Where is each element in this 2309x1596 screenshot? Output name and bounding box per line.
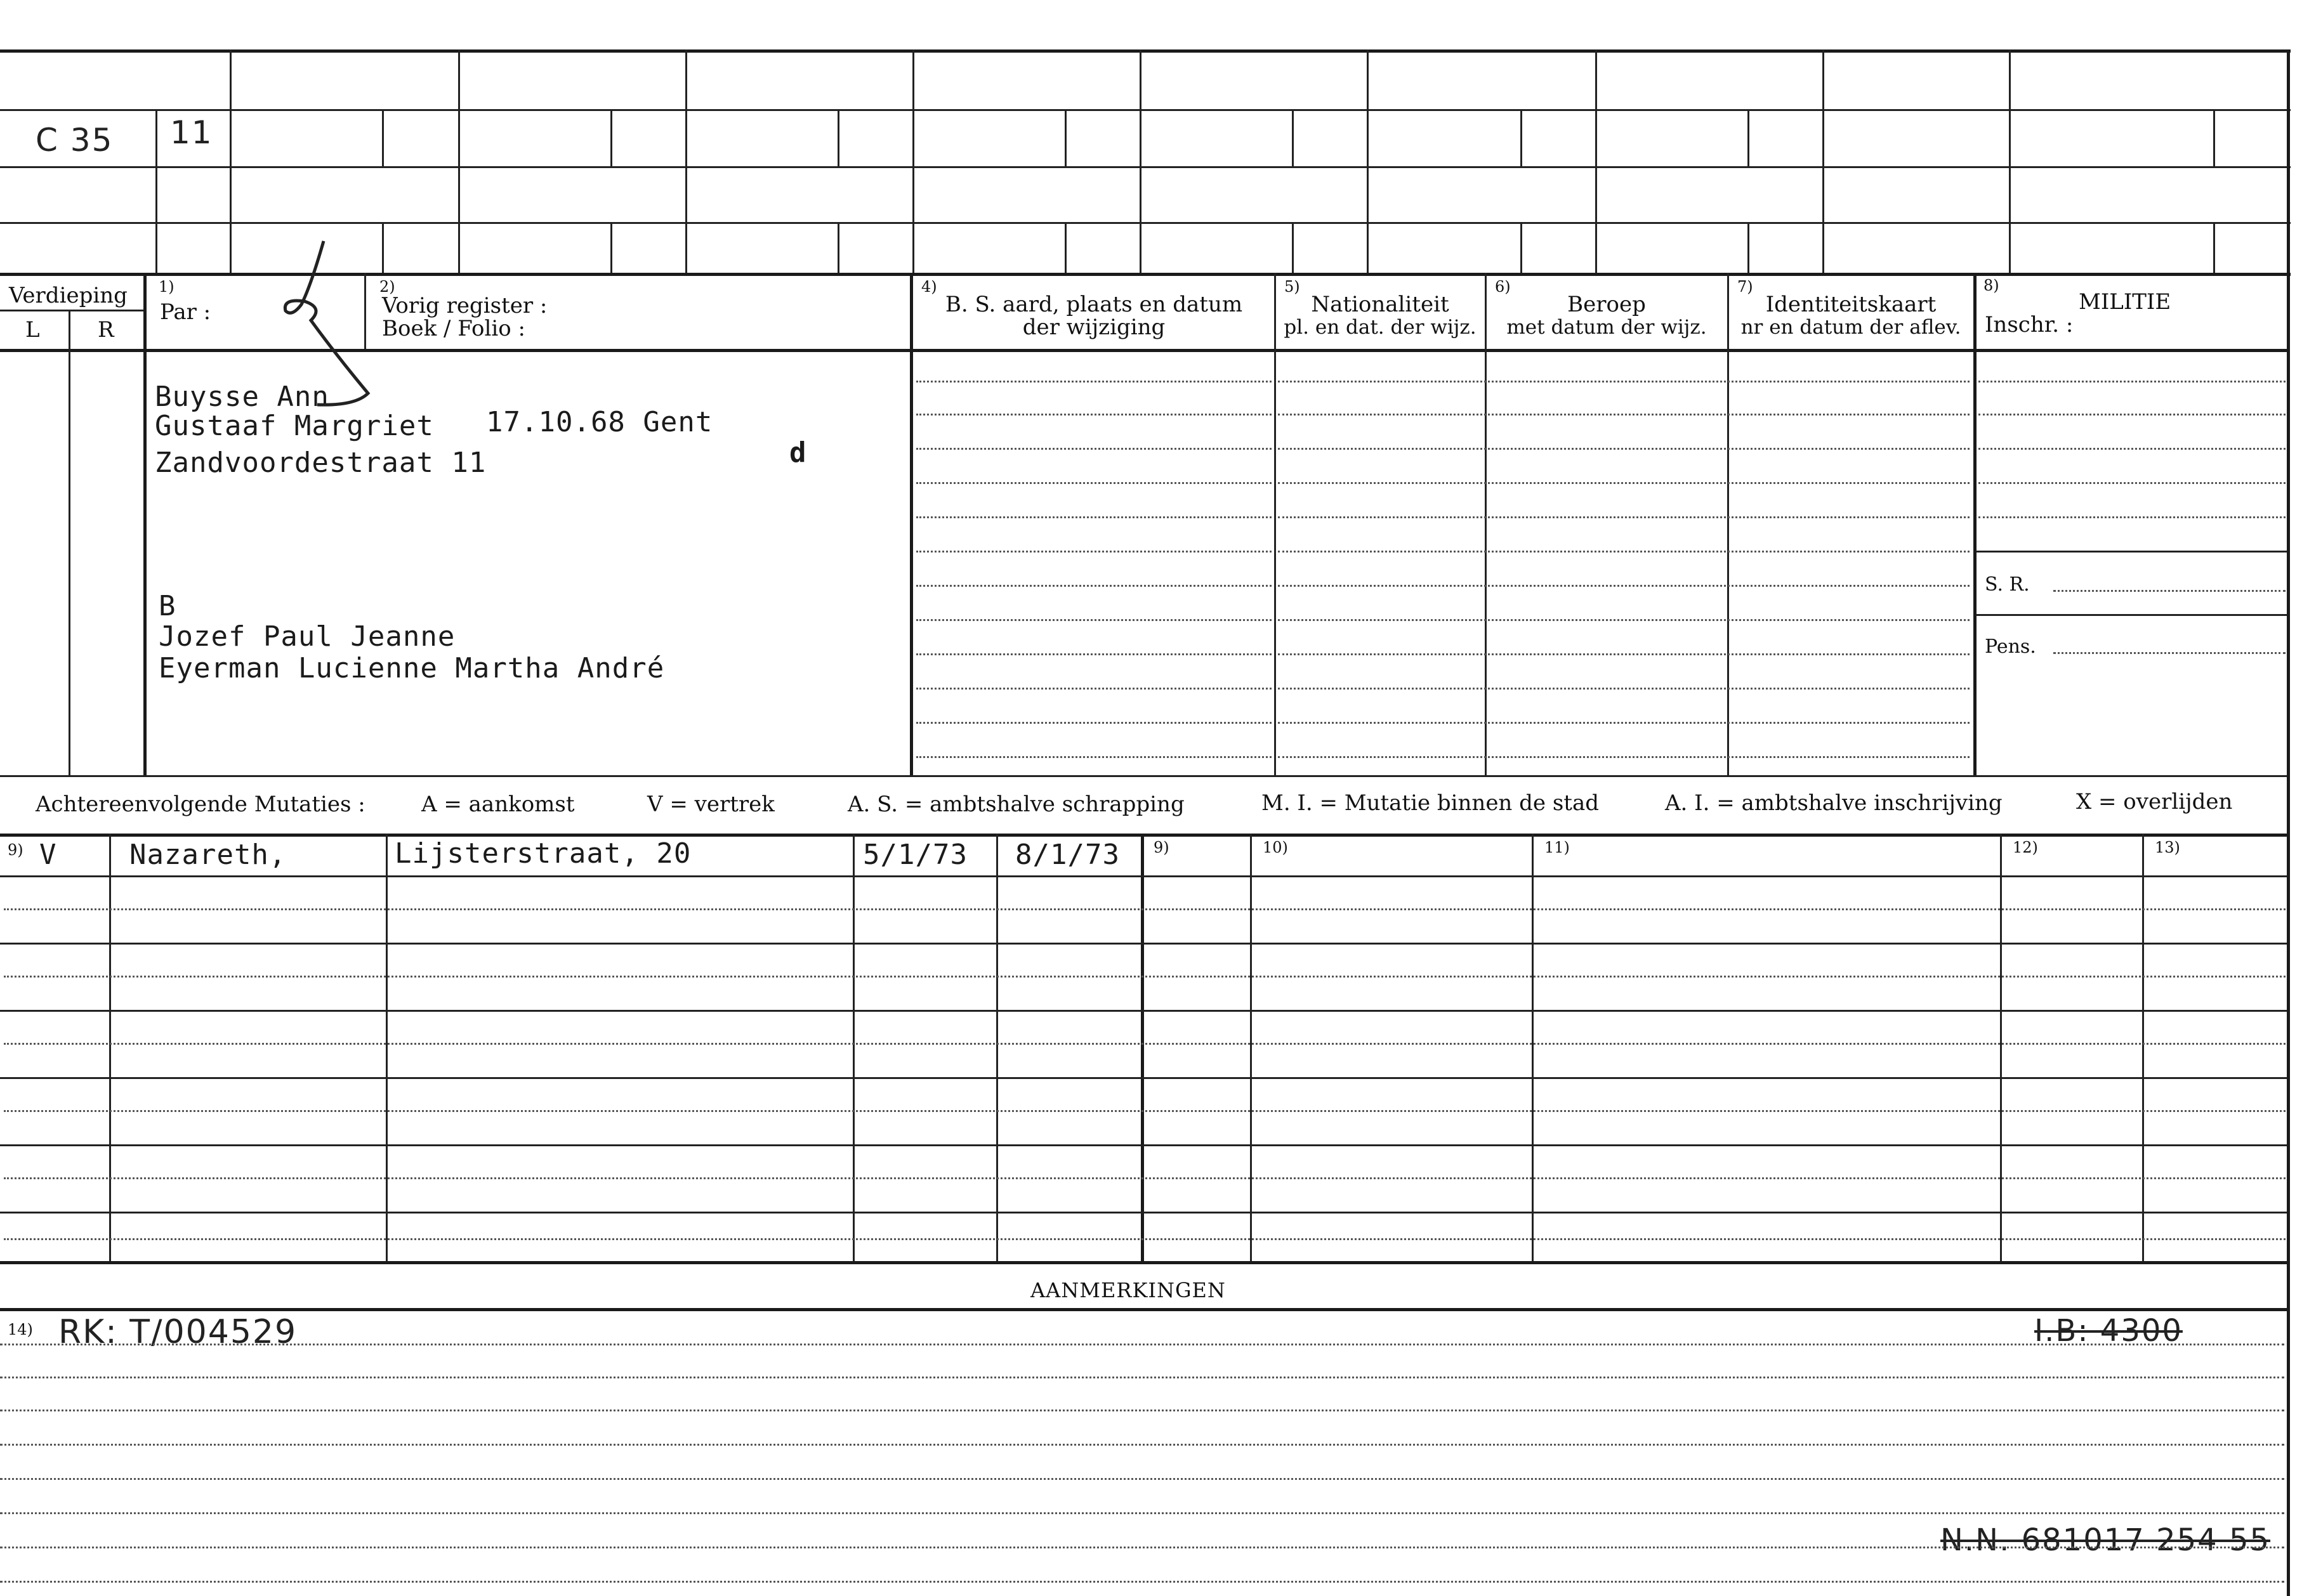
dotted-line — [1278, 585, 1970, 587]
legend-x: X = overlijden — [2076, 789, 2233, 814]
dotted-line — [1278, 619, 1970, 621]
col-divider — [143, 273, 147, 776]
grid-col — [458, 49, 460, 273]
mutation-bottom-line — [0, 1261, 2287, 1264]
field-number: 7) — [1737, 278, 1753, 296]
person-name: Buysse Ann — [155, 381, 329, 413]
field-number: 13) — [2155, 839, 2180, 856]
pens-label: Pens. — [1985, 636, 2036, 658]
mutation-date-2: 8/1/73 — [1015, 839, 1120, 871]
grid-col — [382, 109, 384, 166]
grid-col — [1747, 222, 1749, 273]
vorig-register-label: Vorig register : — [382, 293, 548, 318]
grid-col — [1595, 49, 1597, 273]
col-l-label: L — [25, 317, 40, 343]
mut-row-line — [0, 1010, 2287, 1012]
mut-row-line — [0, 1212, 2287, 1213]
nationaliteit-label-2: pl. en dat. der wijz. — [1284, 316, 1477, 339]
col-r-label: R — [98, 317, 114, 343]
dotted-line — [1278, 448, 1970, 450]
remarks-line — [0, 1444, 2284, 1446]
grid-line — [0, 109, 2291, 111]
col-divider — [910, 273, 913, 776]
identiteitskaart-label: Identiteitskaart — [1765, 292, 1937, 317]
dotted-line — [916, 551, 1272, 553]
militie-inschr-label: Inschr. : — [1985, 312, 2074, 337]
remarks-line — [0, 1547, 2284, 1548]
right-border — [2287, 49, 2290, 1596]
grid-col — [2213, 222, 2215, 273]
mut-row-line — [0, 1077, 2287, 1079]
dotted-line — [916, 414, 1272, 415]
remarks-line — [0, 1512, 2284, 1514]
mut-col — [109, 834, 111, 1261]
col-divider — [1973, 273, 1977, 776]
dotted-line — [916, 619, 1272, 621]
bs-label-2: der wijziging — [1022, 315, 1166, 340]
verdieping-label: Verdieping — [9, 283, 128, 308]
bs-label: B. S. aard, plaats en datum — [945, 292, 1243, 317]
field-number: 10) — [1263, 839, 1288, 856]
mutation-street: Lijsterstraat, 20 — [395, 837, 692, 870]
field-number: 11) — [1544, 839, 1570, 856]
card-code: C 35 — [36, 122, 114, 159]
field-number: 1) — [159, 278, 174, 296]
verdieping-split — [0, 310, 145, 311]
dotted-line — [916, 482, 1272, 484]
grid-col — [1822, 49, 1824, 273]
dotted-line — [916, 448, 1272, 450]
mut-row-line — [4, 908, 2286, 910]
dotted-line — [916, 653, 1272, 655]
dotted-line — [1978, 516, 2286, 518]
dotted-line — [1278, 756, 1970, 758]
militie-title: MILITIE — [2079, 289, 2171, 315]
grid-col — [1520, 109, 1522, 166]
grid-col — [610, 222, 612, 273]
mut-row-line — [4, 1238, 2286, 1240]
dotted-line — [1978, 448, 2286, 450]
legend-top-line — [0, 775, 2287, 777]
ib-number: I.B: 4300 — [2034, 1313, 2183, 1349]
grid-col — [912, 49, 914, 273]
legend-ai: A. I. = ambtshalve inschrijving — [1665, 790, 2003, 816]
dotted-line — [916, 381, 1272, 383]
mut-col — [1532, 834, 1534, 1261]
grid-col — [230, 49, 232, 273]
mut-col — [2142, 834, 2144, 1261]
grid-line — [0, 222, 2291, 224]
militie-split — [1976, 551, 2287, 553]
field-number: 9) — [1154, 839, 1169, 856]
field-number: 5) — [1284, 278, 1300, 296]
mutation-type: V — [39, 839, 57, 871]
dotted-line — [1978, 482, 2286, 484]
grid-col — [1367, 49, 1369, 273]
mut-col — [386, 834, 388, 1261]
dotted-line — [916, 756, 1272, 758]
field-number: 12) — [2013, 839, 2038, 856]
mut-row-line — [4, 1110, 2286, 1112]
father-names: Jozef Paul Jeanne — [159, 620, 456, 653]
grid-col — [1065, 109, 1067, 166]
legend-a: A = aankomst — [421, 792, 575, 817]
grid-col — [1520, 222, 1522, 273]
remarks-line — [0, 1377, 2284, 1378]
par-label: Par : — [160, 299, 211, 325]
remarks-line — [0, 1344, 2284, 1345]
col-divider — [1727, 273, 1729, 776]
grid-col — [2009, 49, 2011, 273]
grid-col — [1292, 109, 1294, 166]
dotted-line — [916, 516, 1272, 518]
grid-col — [1065, 222, 1067, 273]
field-number: 14) — [8, 1321, 33, 1338]
mut-row-line — [4, 976, 2286, 978]
col-divider — [1274, 273, 1276, 776]
mut-row-line — [0, 943, 2287, 945]
militie-split — [1976, 614, 2287, 616]
beroep-label: Beroep — [1567, 292, 1646, 317]
grid-col — [685, 49, 687, 273]
dotted-line — [916, 722, 1272, 724]
field-number: 9) — [8, 841, 23, 859]
mutation-place: Nazareth, — [129, 839, 287, 871]
nationaliteit-label: Nationaliteit — [1311, 292, 1449, 317]
dotted-line — [1278, 688, 1970, 690]
col-l-r-divider — [69, 310, 70, 776]
sr-dotted — [2053, 590, 2286, 592]
remarks-line — [0, 1478, 2284, 1480]
pens-dotted — [2053, 652, 2286, 654]
col-divider — [1485, 273, 1487, 776]
remarks-line — [0, 1410, 2284, 1411]
b-label: B — [159, 590, 176, 622]
birth-date-place: 17.10.68 Gent — [486, 406, 713, 438]
mutation-date-1: 5/1/73 — [863, 839, 968, 871]
dotted-line — [916, 585, 1272, 587]
identiteitskaart-label-2: nr en datum der aflev. — [1740, 316, 1961, 339]
dotted-line — [1278, 516, 1970, 518]
card-number: 11 — [170, 114, 213, 151]
dotted-line — [1278, 551, 1970, 553]
mut-col — [1250, 834, 1252, 1261]
grid-col — [838, 222, 839, 273]
remarks-line — [0, 1581, 2284, 1583]
mut-col — [996, 834, 998, 1261]
person-first-names: Gustaaf Margriet — [155, 410, 434, 442]
nn-number: N.N. 681017 254 55 — [1940, 1522, 2271, 1558]
dotted-line — [916, 688, 1272, 690]
grid-col — [1140, 49, 1141, 273]
sr-label: S. R. — [1985, 573, 2030, 596]
dotted-line — [1278, 381, 1970, 383]
grid-col — [2213, 109, 2215, 166]
beroep-label-2: met datum der wijz. — [1506, 316, 1707, 339]
dotted-line — [1978, 414, 2286, 415]
legend-title: Achtereenvolgende Mutaties : — [36, 792, 365, 817]
boek-folio-label: Boek / Folio : — [382, 316, 525, 341]
rk-number: RK: T/004529 — [58, 1313, 298, 1351]
grid-col — [610, 109, 612, 166]
mut-col-mid — [1141, 834, 1144, 1261]
field-number: 6) — [1495, 278, 1511, 296]
grid-col — [155, 109, 157, 273]
legend-as: A. S. = ambtshalve schrapping — [848, 792, 1185, 817]
dotted-line — [1978, 381, 2286, 383]
mut-col — [2000, 834, 2002, 1261]
field-number: 4) — [921, 278, 937, 296]
person-address: Zandvoordestraat 11 — [155, 447, 487, 479]
mut-col — [853, 834, 855, 1261]
mut-row-line — [0, 1144, 2287, 1146]
mut-row-line — [4, 1043, 2286, 1045]
remarks-top-line — [0, 1308, 2287, 1311]
grid-col — [838, 109, 839, 166]
status-mark: d — [789, 436, 807, 469]
dotted-line — [1278, 414, 1970, 415]
pen-stroke-icon — [266, 235, 393, 412]
grid-col — [1747, 109, 1749, 166]
mut-row-line — [0, 875, 2287, 877]
remarks-title: AANMERKINGEN — [1030, 1278, 1226, 1302]
grid-col — [1292, 222, 1294, 273]
field-number: 2) — [379, 278, 395, 296]
mother-names: Eyerman Lucienne Martha André — [159, 652, 665, 684]
dotted-line — [1278, 653, 1970, 655]
dotted-line — [1278, 722, 1970, 724]
mut-row-line — [4, 1177, 2286, 1179]
legend-v: V = vertrek — [647, 792, 775, 817]
dotted-line — [1278, 482, 1970, 484]
legend-mi: M. I. = Mutatie binnen de stad — [1261, 790, 1599, 816]
field-number: 8) — [1983, 277, 1999, 294]
top-border — [0, 49, 2291, 53]
grid-line — [0, 166, 2291, 168]
